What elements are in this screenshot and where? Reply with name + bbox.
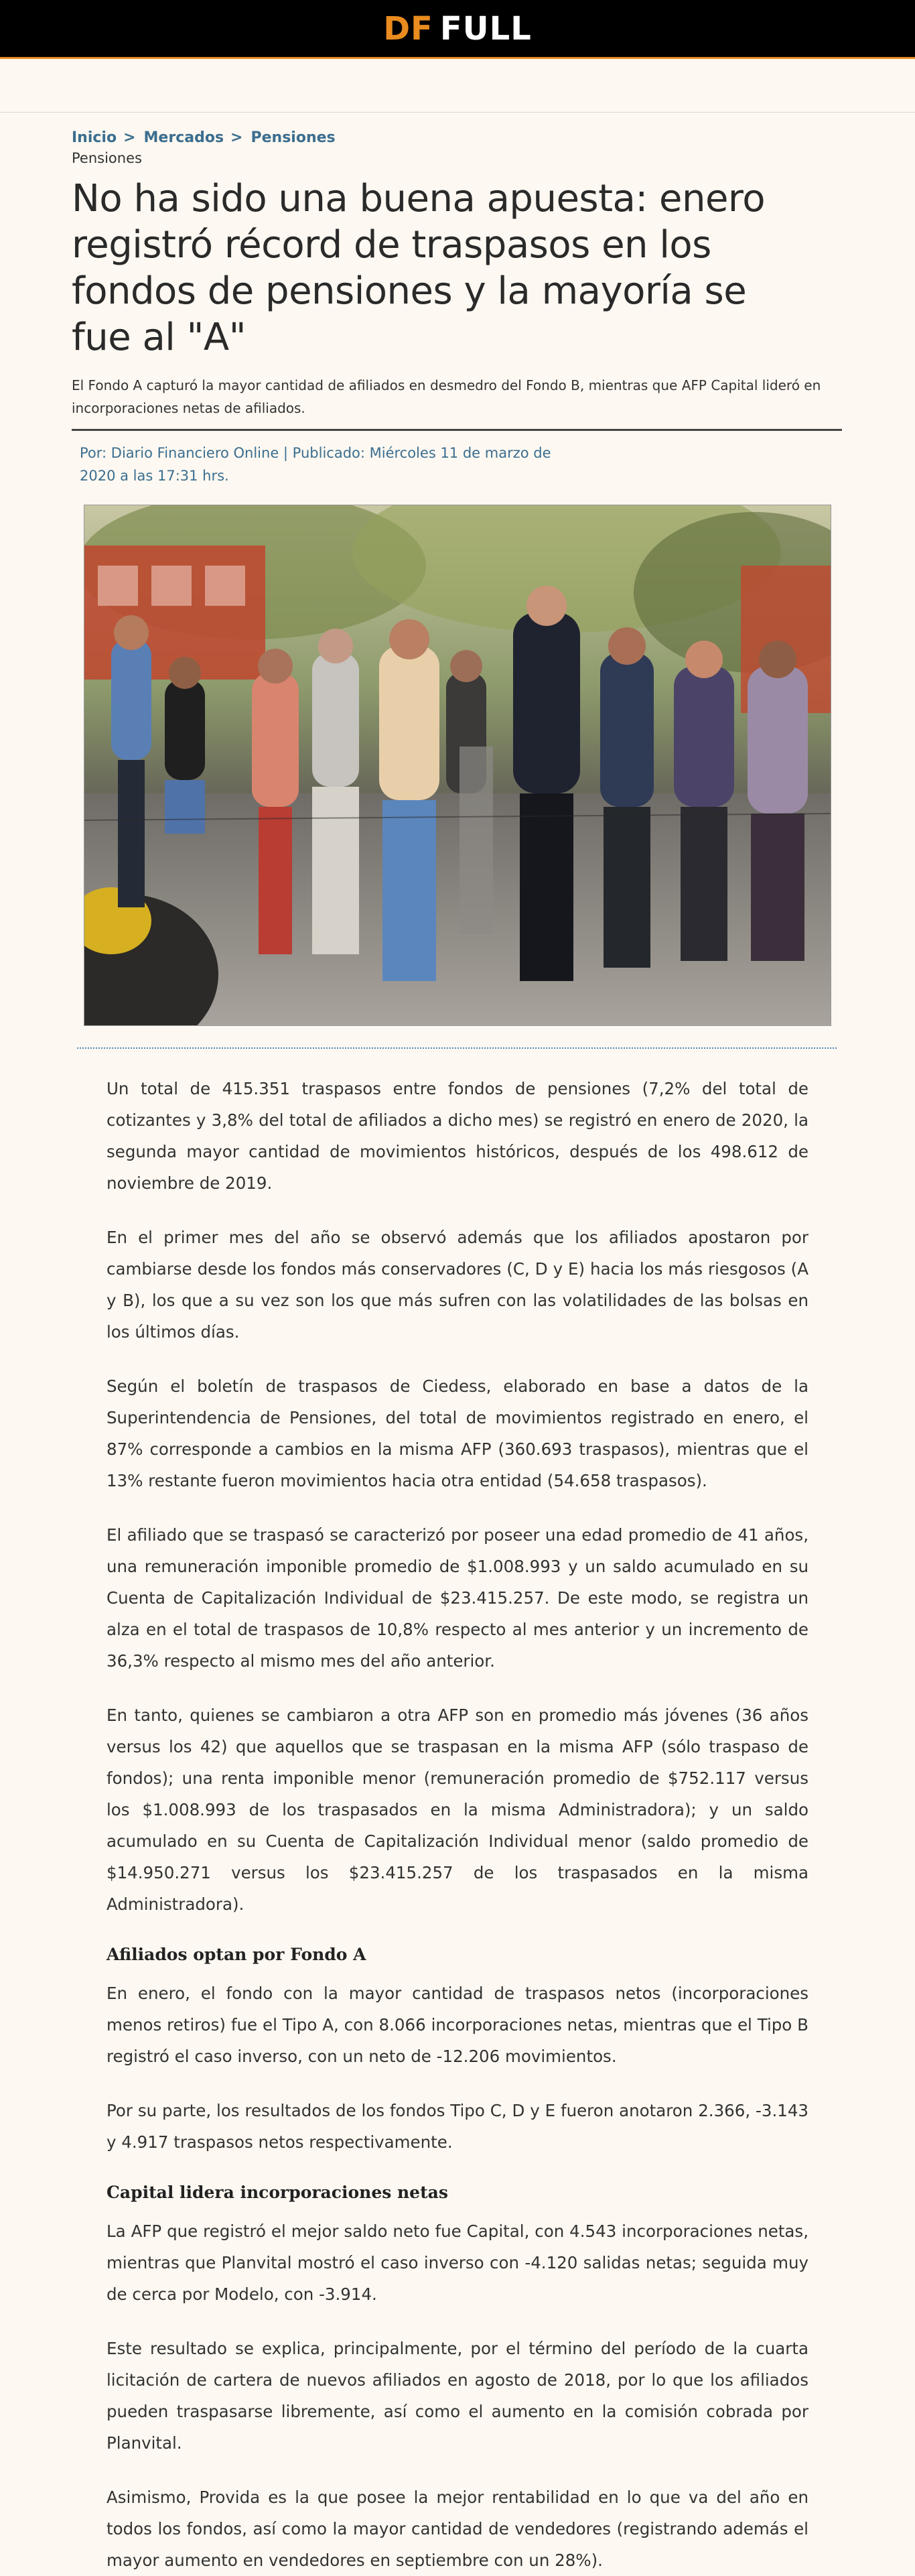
article-paragraph: Este resultado se explica, principalmente, por el término del período de la cuarta licitación de cartera de nuevos afiliados en agosto de 2018, por lo que los afiliados pueden traspasarse libremente, así como el aumento en la comisión cobrada por Planvital.	[107, 2339, 808, 2453]
article-paragraph: La AFP que registró el mejor saldo neto fue Capital, con 4.543 incorporaciones netas, mientras que Planvital mostró el caso inverso con -4.120 salidas netas; seguida muy de cerca por Modelo, con -3.914.	[107, 2221, 808, 2304]
article-lead: El Fondo A capturó la mayor cantidad de afiliados en desmedro del Fondo B, mientras que AFP Capital lideró en incorporaciones netas de afiliados.	[72, 377, 821, 416]
breadcrumb	[72, 127, 772, 147]
breadcrumb-inicio[interactable]: Inicio	[72, 129, 117, 146]
site-header	[0, 0, 915, 59]
photo-divider	[77, 1047, 837, 1049]
article-body	[107, 1073, 808, 2576]
article-paragraph: Asimismo, Provida es la que posee la mejor rentabilidad en lo que va del año en todos los fondos, así como la mayor cantidad de vendedores (registrando además el mayor aumento en vendedores en septiembre con un 28%).	[107, 2488, 808, 2570]
article-paragraph: En tanto, quienes se cambiaron a otra AFP son en promedio más jóvenes (36 años versus los 42) que aquellos que se traspasan en la misma AFP (sólo traspaso de fondos); una renta imponible menor (remuneración promedio de $752.117 versus los $1.008.993 de los traspasados en la misma Administradora); y un saldo acumulado en su Cuenta de Capitalización Individual menor (saldo promedio de $14.950.271 versus los $23.415.257 de los traspasados en la misma Administradora).	[107, 1705, 808, 1914]
headline-divider	[72, 429, 842, 431]
article-paragraph: Según el boletín de traspasos de Ciedess, elaborado en base a datos de la Superintendencia de Pensiones, del total de movimientos registrado en enero, el 87% corresponde a cambios en la misma AFP (360.693 traspasos), mientras que el 13% restante fueron movimientos hacia otra entidad (54.658 traspasos).	[107, 1376, 808, 1490]
breadcrumb-pensiones[interactable]: Pensiones	[251, 129, 336, 146]
df-full-logo[interactable]	[383, 10, 532, 48]
article-paragraph: En el primer mes del año se observó además que los afiliados apostaron por cambiarse desde los fondos más conservadores (C, D y E) hacia los más riesgosos (A y B), los que a su vez son los que más sufren con las volatilidades de las bolsas en los últimos días.	[107, 1228, 808, 1342]
breadcrumb-separator: >	[230, 129, 243, 146]
article-byline: Por: Diario Financiero Online | Publicado: Miércoles 11 de marzo de 2020 a las 17:31 hrs.	[80, 445, 551, 484]
article-paragraph: Por su parte, los resultados de los fondos Tipo C, D y E fueron anotaron 2.366, -3.143 y 4.917 traspasos netos respectivamente.	[107, 2101, 808, 2152]
article-paragraph: Un total de 415.351 traspasos entre fondos de pensiones (7,2% del total de cotizantes y 3,8% del total de afiliados a dicho mes) se registró en enero de 2020, la segunda mayor cantidad de movimientos históricos, después de los 498.612 de noviembre de 2019.	[107, 1079, 808, 1193]
article-photo	[84, 505, 831, 1026]
article-headline: No ha sido una buena apuesta: enero registró récord de traspasos en los fondos de pensiones y la mayoría se fue al "A"	[72, 177, 765, 359]
subheading-afiliados: Afiliados optan por Fondo A	[107, 1945, 366, 1964]
section-label: Pensiones	[72, 150, 142, 166]
breadcrumb-mercados[interactable]: Mercados	[143, 129, 224, 146]
subnav-bar	[0, 59, 915, 113]
article-page	[0, 127, 821, 2576]
article-paragraph: El afiliado que se traspasó se caracterizó por poseer una edad promedio de 41 años, una remuneración imponible promedio de $1.008.993 y un saldo acumulado en su Cuenta de Capitalización Individual de $23.415.257. De este modo, se registra un alza en el total de traspasos de 10,8% respecto al mes anterior y un incremento de 36,3% respecto al mismo mes del año anterior.	[107, 1525, 808, 1671]
logo-df: DF	[383, 9, 433, 48]
logo-full: FULL	[439, 9, 532, 48]
breadcrumb-separator: >	[123, 129, 136, 146]
article-paragraph: En enero, el fondo con la mayor cantidad de traspasos netos (incorporaciones menos retiros) fue el Tipo A, con 8.066 incorporaciones netas, mientras que el Tipo B registró el caso inverso, con un neto de -12.206 movimientos.	[107, 1984, 808, 2066]
subheading-capital: Capital lidera incorporaciones netas	[107, 2183, 448, 2202]
